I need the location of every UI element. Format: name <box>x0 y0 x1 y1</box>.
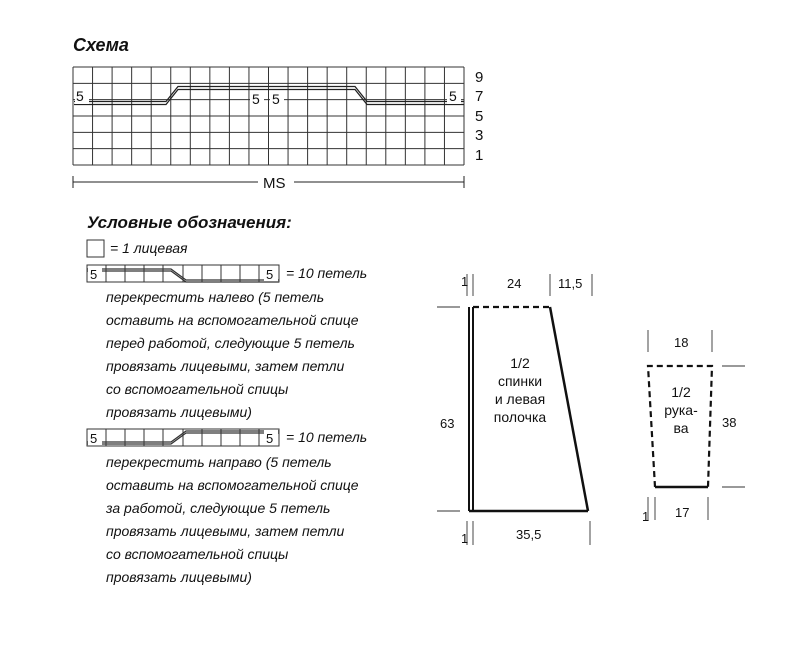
label-line: ва <box>673 420 689 436</box>
sleeve-label <box>664 384 698 436</box>
body-bottom-width: 35,5 <box>516 527 542 542</box>
body-bottom-edge: 1 <box>461 531 469 546</box>
right-cross-label: = 10 петель <box>286 429 368 445</box>
row-number: 3 <box>475 127 484 144</box>
left-cross-box-label: 5 <box>90 267 98 282</box>
label-line: спинки <box>497 373 543 389</box>
right-cross-symbol <box>87 429 279 446</box>
right-cross-box-label: 5 <box>90 431 98 446</box>
right-cross-box-label: 5 <box>266 431 274 446</box>
cable-label: 5 <box>76 88 84 104</box>
knit-stitch-label: = 1 лицевая <box>110 240 188 256</box>
legend-title: Условные обозначения: <box>87 213 292 232</box>
row-number: 5 <box>475 108 484 125</box>
label-line: 1/2 <box>671 384 691 400</box>
row-number: 9 <box>475 69 484 86</box>
body-top-offset: 11,5 <box>558 276 583 291</box>
sleeve-bottom-edge: 1 <box>642 509 650 524</box>
cable-label: 5 <box>449 88 457 104</box>
row-number: 1 <box>475 147 484 164</box>
label-line: полочка <box>493 409 547 425</box>
left-cross-box-label: 5 <box>266 267 274 282</box>
left-cross-label: = 10 петель <box>286 265 368 281</box>
cable-label: 5 <box>272 91 280 107</box>
left-cross-symbol <box>87 265 279 282</box>
sleeve-bottom-width: 17 <box>675 505 690 520</box>
left-cross-description: перекрестить налево (5 петель оставить на вспомогательной спице перед работой, следующие 5 петель провязать лицевыми, затем петли со вспомогательной спицы провязать лицевыми) <box>106 289 359 420</box>
body-height: 63 <box>440 416 455 431</box>
sleeve-top-width: 18 <box>674 335 689 350</box>
knit-stitch-symbol <box>87 240 104 257</box>
label-line: рука- <box>664 402 698 418</box>
repeat-label: MS <box>263 175 286 192</box>
body-top-edge: 1 <box>461 274 469 289</box>
right-cross-description: перекрестить направо (5 петель оставить на вспомогательной спице за работой, следующие 5 петель провязать лицевыми, затем петли со вспомогательной спицы провязать лицевыми) <box>106 454 359 585</box>
stitch-chart <box>73 67 464 165</box>
scheme-title: Схема <box>73 35 129 55</box>
cable-label: 5 <box>252 91 260 107</box>
body-top-width: 24 <box>507 276 522 291</box>
label-line: 1/2 <box>510 355 530 371</box>
row-number: 7 <box>475 88 484 105</box>
body-label <box>494 355 547 425</box>
sleeve-height: 38 <box>722 415 737 430</box>
label-line: и левая <box>494 391 546 407</box>
